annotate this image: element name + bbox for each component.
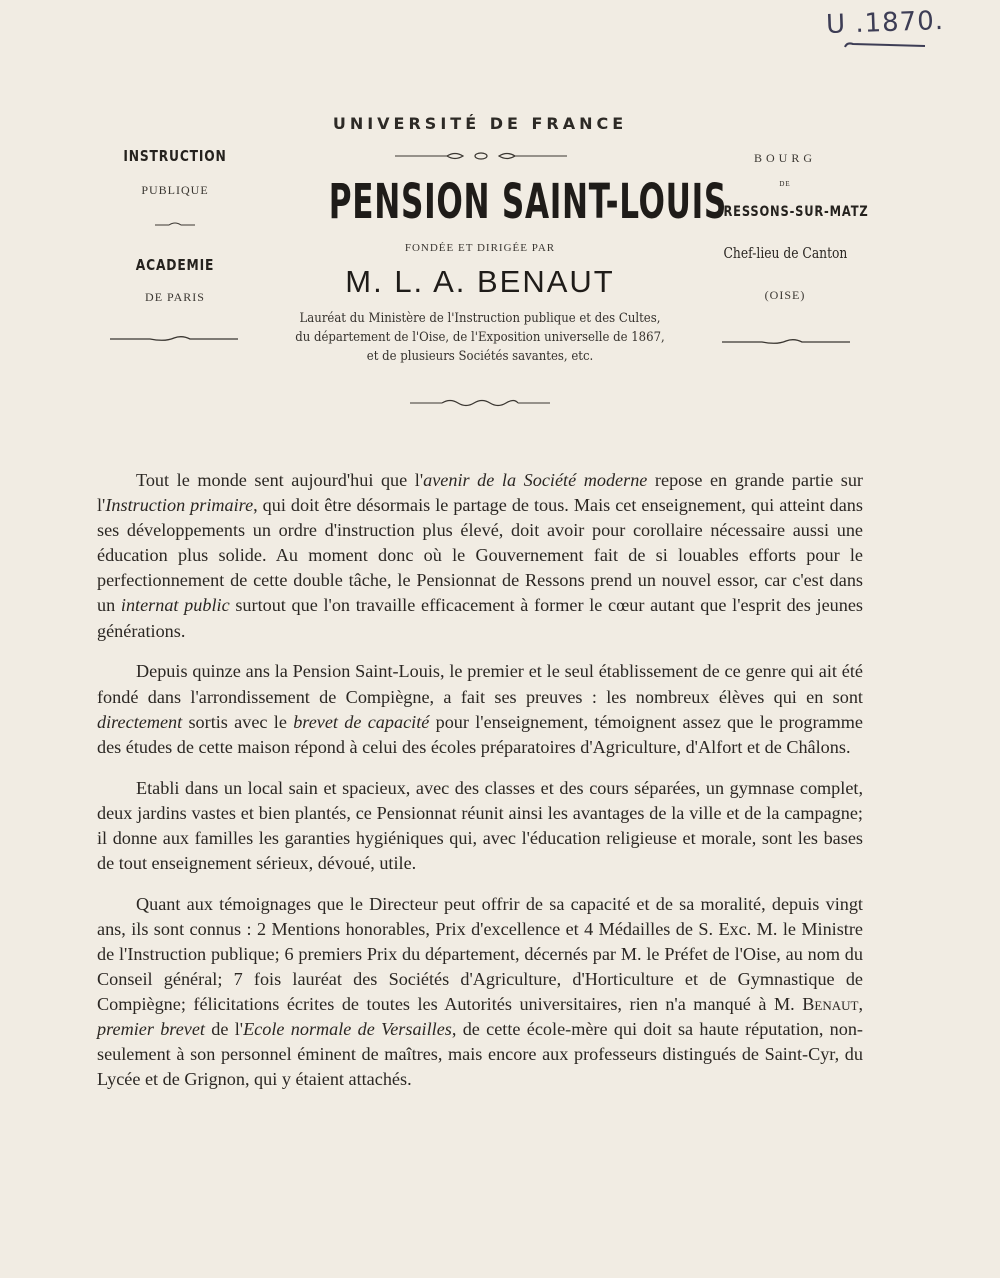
director-name: M. L. A. BENAUT: [345, 264, 615, 299]
left-publique: PUBLIQUE: [141, 183, 209, 197]
paragraph-1: Tout le monde sent aujourd'hui que l'avenir de la Société moderne repose en grande partie sur l'Instruction primaire, qui doit être désormais le partage de tous. Mais cet enseignement, qui atteint dans ses développements un ordre d'instruction plus élevé, doit avoir pour corollaire nécessaire aussi une éducation plus solide. Au moment donc où le Gouvernement fait de si louables efforts pour le perfectionnement de cette double tâche, le Pensionnat de Ressons prend un nouvel essor, car c'est dans un internat public surtout que l'on travaille efficacement à former le cœur autant que l'esprit des jeunes générations.: [97, 470, 863, 641]
right-bourg: BOURG: [753, 151, 816, 165]
left-de-paris: DE PARIS: [145, 290, 205, 304]
right-de: DE: [779, 180, 791, 188]
paragraph-4: Quant aux témoignages que le Directeur peut offrir de sa capacité et de sa moralité, depuis vingt ans, ils sont connus : 2 Mentions honorables, Prix d'excellence et 4 Médailles de S. Exc. M. le Ministre de l'Instruction publique; 6 premiers Prix du département, décernés par M. le Préfet de l'Oise, au nom du Conseil général; 7 fois lauréat des Sociétés d'Agriculture, d'Horticulture et de Gymnastique de Compiègne; félicitations écrites de toutes les Autorités universitaires, rien n'a manqué à M. Benaut, premier brevet de l'Ecole normale de Versailles, de cette école-mère qui doit sa haute réputation, non-seulement à son personnel éminent de maîtres, mais encore aux professeurs distingués de Saint-Cyr, du Lycée et de Grignon, qui y étaient attachés.: [97, 893, 863, 1090]
left-small-ornament: [155, 221, 195, 229]
right-bottom-ornament: [722, 337, 850, 347]
handwritten-reference: U .1870.: [825, 5, 945, 41]
laureat-line: du département de l'Oise, de l'Exposition universelle de 1867,: [295, 330, 665, 345]
left-instruction: INSTRUCTION: [123, 147, 227, 165]
paragraph-2: Depuis quinze ans la Pension Saint-Louis, le premier et le seul établissement de ce genre qui ait été fondé dans l'arrondissement de Compiègne, a fait ses preuves : les nombreux élèves qui en sont directement sortis avec le brevet de capacité pour l'enseignement, témoignent assez que le programme des études de cette maison répond à celui des écoles préparatoires d'Agriculture, d'Alfort et de Châlons.: [97, 661, 863, 757]
laureat-line: et de plusieurs Sociétés savantes, etc.: [366, 349, 594, 364]
paragraph-3: Etabli dans un local sain et spacieux, avec des classes et des cours séparées, un gymnase complet, deux jardins vastes et bien plantés, ce Pensionnat réunit ainsi les avantages de la ville et de la campagne; il donne aux familles les garanties hygiéniques qui, avec l'éducation religieuse et morale, sont les bases de tout enseignement sérieux, dévoué, utile.: [97, 777, 863, 873]
university-heading: UNIVERSITÉ DE FRANCE: [332, 114, 628, 133]
body-text: [97, 468, 863, 1108]
left-academie: ACADEMIE: [135, 256, 215, 274]
founded-by-label: FONDÉE ET DIRIGÉE PAR: [404, 242, 556, 254]
ornament-divider-top: [395, 150, 567, 162]
pension-title: PENSION SAINT-LOUIS: [328, 174, 728, 230]
laureat-line: Lauréat du Ministère de l'Instruction publique et des Cultes,: [299, 311, 661, 326]
right-chef-lieu: Chef-lieu de Canton: [723, 244, 848, 262]
ornament-divider-center: [410, 398, 550, 408]
right-oise: (OISE): [764, 288, 806, 302]
laureat-text: [291, 309, 669, 366]
left-bottom-ornament: [110, 334, 238, 344]
right-town: RESSONS-SUR-MATZ: [723, 204, 869, 220]
handwritten-underline: [843, 40, 928, 50]
